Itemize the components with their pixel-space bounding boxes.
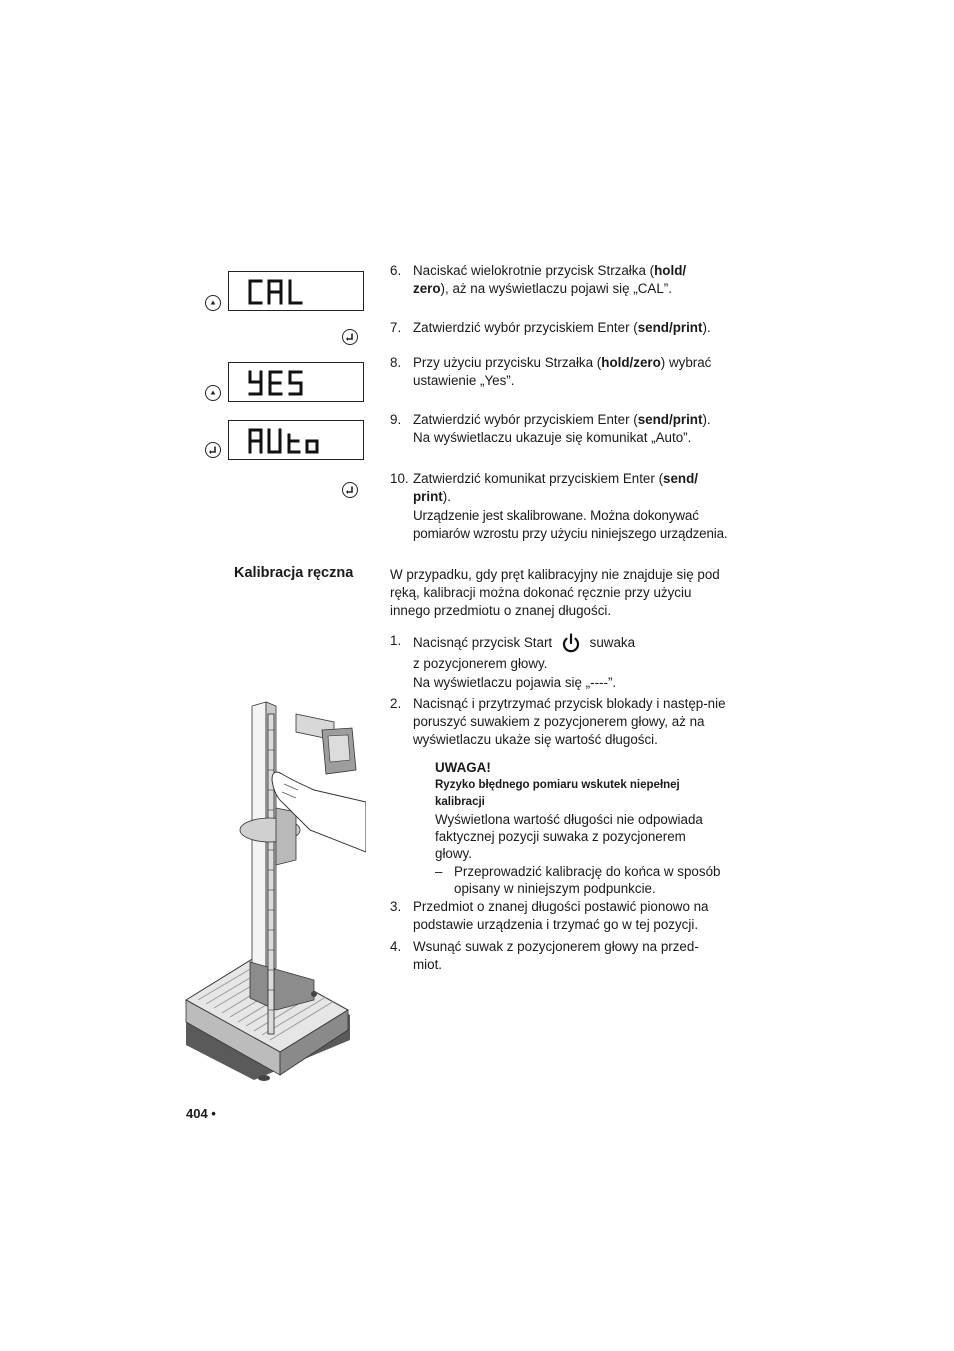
step-number: 10.	[390, 471, 409, 486]
page-number: 404 •	[186, 1106, 216, 1121]
step-number: 9.	[390, 412, 402, 427]
power-icon	[560, 632, 582, 654]
step-text-post: ) wybrać ustawienie „Yes”.	[413, 355, 712, 388]
step-text: Wsunąć suwak z pozycjonerem głowy na przed-miot.	[413, 939, 699, 972]
step-text-line3: Na wyświetlaczu pojawia się „----”.	[413, 675, 617, 690]
step-text-post: ).	[702, 412, 711, 427]
step-text	[413, 470, 713, 506]
step-bold: hold/zero	[601, 355, 661, 370]
step-text-post: suwaka	[589, 635, 636, 650]
step-text-pre: Naciskać wielokrotnie przycisk Strzałka (	[413, 263, 655, 278]
step-bold: hold/ zero	[413, 263, 687, 296]
step-text-pre: Przy użyciu przycisku Strzałka (	[413, 355, 602, 370]
step-text	[413, 262, 713, 298]
lcd-display-yes	[228, 362, 364, 402]
step-number: 3.	[390, 899, 402, 914]
seven-segment-auto	[245, 427, 325, 455]
step-text-post: ).	[702, 320, 711, 335]
step-text-post: ).	[442, 489, 451, 504]
step-number: 2.	[390, 696, 402, 711]
arrow-up-button	[205, 385, 221, 401]
step-number: 6.	[390, 263, 402, 278]
warning-bullet	[435, 863, 736, 897]
enter-button	[205, 442, 221, 458]
lcd-display-auto	[228, 420, 364, 460]
step-extra: Urządzenie jest skalibrowane. Można dokonywać pomiarów wzrostu przy użyciu niniejszego urządzenia.	[413, 508, 728, 541]
step-bold: send/print	[637, 320, 703, 335]
warning-heading: UWAGA!	[435, 760, 491, 775]
seven-segment-yes	[245, 369, 325, 397]
step-text: Przedmiot o znanej długości postawić pionowo na podstawie urządzenia i trzymać go w tej pozycji.	[413, 899, 709, 932]
display-unit	[296, 714, 356, 774]
warning-block	[435, 759, 735, 897]
bullet-text: Przeprowadzić kalibrację do końca w sposób opisany w niniejszym podpunkcie.	[454, 864, 721, 896]
calibration-rod	[268, 714, 274, 1034]
warning-text: Wyświetlona wartość długości nie odpowiada faktycznej pozycji suwaka z pozycjonerem głowy.	[435, 812, 703, 861]
step-text-line2: z pozycjonerem głowy.	[413, 656, 548, 671]
step-number: 8.	[390, 355, 402, 370]
arrow-up-button	[205, 295, 221, 311]
step-text-pre: Nacisnąć przycisk Start	[413, 635, 553, 650]
lcd-display-cal	[228, 271, 364, 311]
lcd-text	[229, 421, 230, 422]
enter-button	[342, 482, 358, 498]
step-number: 7.	[390, 320, 402, 335]
lcd-text	[229, 272, 230, 273]
bullet-dash: –	[435, 864, 443, 879]
step-text: Nacisnąć i przytrzymać przycisk blokady i następ-nie poruszyć suwakiem z pozycjonerem głowy, aż na wyświetlaczu ukaże się wartość długości.	[413, 696, 726, 747]
step-text	[413, 411, 739, 447]
step-text-post: ), aż na wyświetlaczu pojawi się „CAL”.	[440, 281, 672, 296]
step-text	[413, 354, 733, 390]
step-number: 1.	[390, 633, 402, 648]
step-number: 4.	[390, 939, 402, 954]
warning-subheading: Ryzyko błędnego pomiaru wskutek niepełnej kalibracji	[435, 779, 680, 808]
step-bold: send/ print	[413, 471, 699, 504]
step-text	[413, 632, 739, 654]
lcd-text	[229, 363, 230, 364]
step-extra: Na wyświetlaczu ukazuje się komunikat „Auto”.	[413, 430, 692, 445]
step-text-pre: Zatwierdzić wybór przyciskiem Enter (	[413, 320, 638, 335]
enter-button	[342, 329, 358, 345]
seven-segment-cal	[245, 278, 325, 306]
step-text	[413, 319, 739, 337]
step-text-pre: Zatwierdzić komunikat przyciskiem Enter (	[413, 471, 664, 486]
step-text-pre: Zatwierdzić wybór przyciskiem Enter (	[413, 412, 638, 427]
step-bold: send/print	[637, 412, 703, 427]
section-title: Kalibracja ręczna	[234, 565, 354, 581]
section-intro: W przypadku, gdy pręt kalibracyjny nie znajduje się pod ręką, kalibracji można dokonać ręcznie przy użyciu innego przedmiotu o znanej długości.	[390, 567, 720, 618]
height-measuring-device-illustration	[184, 700, 366, 1086]
